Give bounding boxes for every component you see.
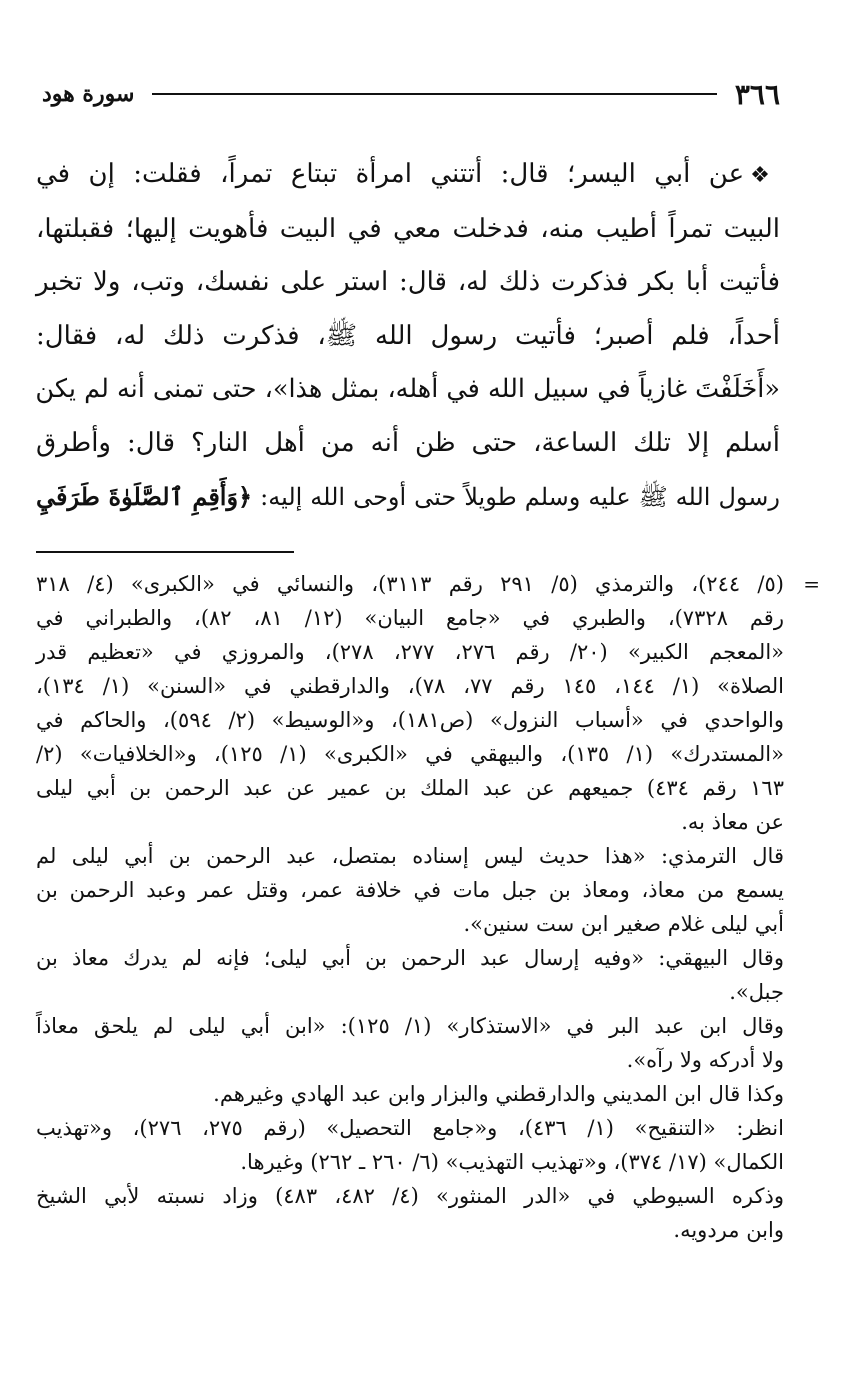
main-text-line: ❖عن أبي اليسر؛ قال: أتتني امرأة تبتاع تمراً، فقلت: إن في [36, 159, 780, 189]
footnote-paragraph: قال الترمذي: «هذا حديث ليس إسناده بمتصل، عبد الرحمن بن أبي ليلى لم يسمع من معاذ، ومعاذ بن جبل مات في خلافة عمر، وقتل عمر وعبد الرحمن بن أبي ليلى غلام صغير ابن ست سنين». [36, 843, 784, 936]
page-header [36, 68, 784, 120]
book-page [35, 68, 820, 1358]
footnotes [36, 567, 820, 1247]
main-text-line: أحداً، فلم أصبر؛ فأتيت رسول الله ﷺ، فذكرت ذلك له، فقال: [36, 320, 780, 351]
main-text-line: أسلم إلا تلك الساعة، حتى ظن أنه من أهل النار؟ قال: وأطرق [36, 427, 780, 458]
quran-verse: ﴿وَأَقِمِ ٱلصَّلَوٰةَ طَرَفَيِ [36, 482, 253, 511]
main-text-line: فأتيت أبا بكر فذكرت ذلك له، قال: استر على نفسك، وتب، ولا تخبر [36, 267, 780, 297]
diamond-icon: ❖ [750, 163, 780, 188]
surah-name: سورة هود [42, 81, 135, 107]
footnote-paragraph: انظر: «التنقيح» (١/ ٤٣٦)، و«جامع التحصيل» (رقم ٢٧٥، ٢٧٦)، و«تهذيب الكمال» (١٧/ ٣٧٤)، و«تهذيب التهذيب» (٦/ ٢٦٠ ـ ٢٦٢) وغيرها. [36, 1115, 784, 1174]
continuation-marker: = [803, 571, 820, 596]
footnote-paragraph: وذكره السيوطي في «الدر المنثور» (٤/ ٤٨٢، ٤٨٣) وزاد نسبته لأبي الشيخ وابن مردويه. [36, 1183, 785, 1242]
footnote-paragraph: (٥/ ٢٤٤)، والترمذي (٥/ ٢٩١ رقم ٣١١٣)، والنسائي في «الكبرى» (٤/ ٣١٨ رقم ٧٣٢٨)، والطبري في «جامع البيان» (١٢/ ٨١، ٨٢)، والطبراني في «المعجم الكبير» (٢٠/ رقم ٢٧٦، ٢٧٧، ٢٧٨)، والمروزي في «تعظيم قدر الصلاة» (١/ ١٤٤، ١٤٥ رقم ٧٧، ٧٨)، والدارقطني في «السنن» (١/ ١٣٤)، والواحدي في «أسباب النزول» (ص١٨١)، و«الوسيط» (٢/ ٥٩٤)، والحاكم في «المستدرك» (١/ ١٣٥)، والبيهقي في «الكبرى» (١/ ١٢٥)، و«الخلافيات» (٢/ ١٦٣ رقم ٤٣٤) جميعهم عن عبد الملك بن عمير عن عبد الرحمن بن أبي ليلى عن معاذ به. [36, 571, 785, 834]
main-text-line: «أَخَلَفْتَ غازياً في سبيل الله في أهله، بمثل هذا»، حتى تمنى أنه لم يكن [35, 374, 780, 404]
footnote-divider [36, 551, 294, 553]
footnote-paragraph: وقال البيهقي: «وفيه إرسال عبد الرحمن بن أبي ليلى؛ فإنه لم يدرك معاذ بن جبل». [36, 945, 784, 1004]
header-rule [152, 93, 717, 95]
main-text-line: البيت تمراً أطيب منه، فدخلت معي في البيت فأهويت إليها؛ فقبلتها، [36, 213, 780, 244]
main-text-line: رسول الله ﷺ عليه وسلم طويلاً حتى أوحى الله إليه: ﴿وَأَقِمِ ٱلصَّلَوٰةَ طَرَفَيِ [36, 482, 780, 511]
main-text [36, 148, 784, 525]
footnote-paragraph: وقال ابن عبد البر في «الاستذكار» (١/ ١٢٥): «ابن أبي ليلى لم يلحق معاذاً ولا أدركه ولا رآه». [36, 1013, 784, 1072]
page-number: ٣٦٦ [734, 77, 780, 111]
footnote-paragraph: وكذا قال ابن المديني والدارقطني والبزار وابن عبد الهادي وغيرهم. [213, 1081, 784, 1106]
